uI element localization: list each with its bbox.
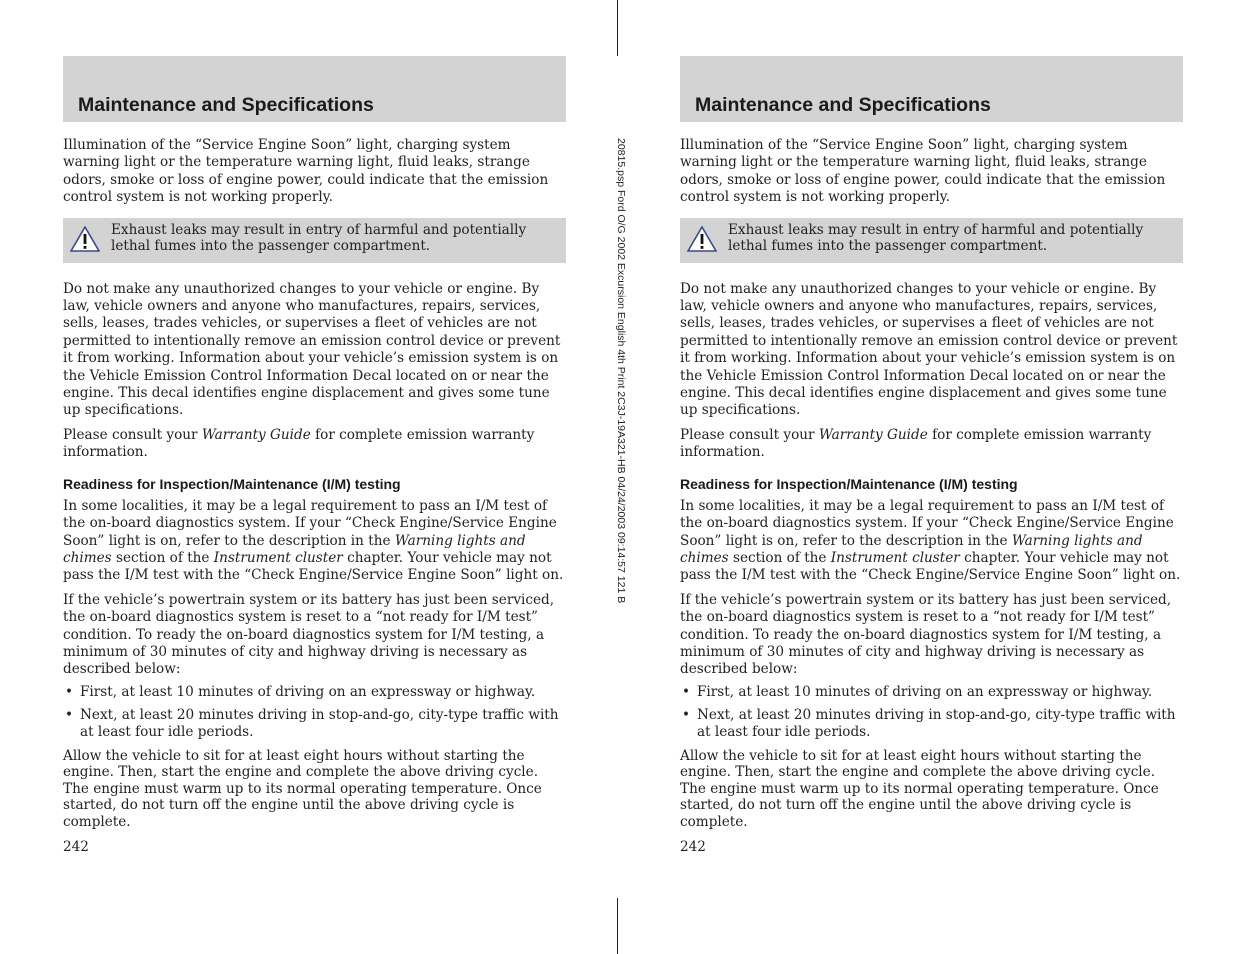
paragraph-warranty	[680, 427, 1183, 462]
text: for complete emission warranty information.	[63, 426, 535, 461]
warning-triangle-icon	[70, 226, 100, 252]
paragraph-im-test	[63, 498, 566, 585]
paragraph-sit-engine: Allow the vehicle to sit for at least eight hours without starting the engine. Then, start the engine and complete the above driving cycle. The engine must warm up to its normal operating temperature. Once started, do not turn off the engine until the above driving cycle is complete.	[680, 747, 1159, 830]
bullet-icon: •	[65, 683, 74, 700]
section-title: Maintenance and Specifications	[78, 94, 374, 116]
center-divider-bottom	[617, 898, 618, 954]
text: for complete emission warranty information.	[680, 426, 1152, 461]
list-item-text: First, at least 10 minutes of driving on an expressway or highway.	[697, 683, 1153, 700]
text: chapter. Your vehicle may not pass the I/M test with the “Check Engine/Service Engine Soon” light on.	[63, 549, 564, 584]
paragraph-unauthorized-changes: Do not make any unauthorized changes to your vehicle or engine. By law, vehicle owners and anyone who manufactures, repairs, services, sells, leases, trades vehicles, or supervises a fleet of vehicles are not permitted to intentionally remove an emission control device or prevent it from working. Information about your vehicle’s emission system is on the Vehicle Emission Control Information Decal located on or near the engine. This decal identifies engine displacement and gives some tune up specifications.	[680, 280, 1178, 419]
warning-box	[680, 218, 1183, 263]
warning-lights-ref: Warning lights and chimes	[680, 532, 1143, 566]
section-header	[63, 56, 566, 122]
warning-triangle-icon	[687, 226, 717, 252]
list-item	[63, 684, 566, 701]
subheading-readiness: Readiness for Inspection/Maintenance (I/M) testing	[680, 475, 1018, 492]
paragraph-powertrain-reset: If the vehicle’s powertrain system or its battery has just been serviced, the on-board diagnostics system is reset to a “not ready for I/M test” condition. To ready the on-board diagnostics system for I/M testing, a minimum of 30 minutes of city and highway driving is necessary as described below:	[63, 591, 555, 678]
list-item	[680, 684, 1183, 701]
text: In some localities, it may be a legal requirement to pass an I/M test of the on-board diagnostics system. If your “Check Engine/Service Engine Soon” light is on, refer to the description in the	[680, 497, 1174, 549]
page-left	[63, 56, 566, 855]
paragraph-unauthorized-changes: Do not make any unauthorized changes to your vehicle or engine. By law, vehicle owners and anyone who manufactures, repairs, services, sells, leases, trades vehicles, or supervises a fleet of vehicles are not permitted to intentionally remove an emission control device or prevent it from working. Information about your vehicle’s emission system is on the Vehicle Emission Control Information Decal located on or near the engine. This decal identifies engine displacement and gives some tune up specifications.	[63, 280, 561, 419]
paragraph-emission-warning-signs: Illumination of the “Service Engine Soon” light, charging system warning light or the temperature warning light, fluid leaks, strange odors, smoke or loss of engine power, could indicate that the emission control system is not working properly.	[680, 137, 1166, 206]
subheading-readiness: Readiness for Inspection/Maintenance (I/M) testing	[63, 475, 401, 492]
instrument-cluster-ref: Instrument cluster	[213, 549, 343, 566]
center-divider-top	[617, 0, 618, 56]
bullet-icon: •	[682, 683, 691, 700]
bullet-icon: •	[682, 707, 691, 724]
page-number: 242	[63, 838, 89, 855]
text: section of the	[111, 549, 214, 566]
text: chapter. Your vehicle may not pass the I/M test with the “Check Engine/Service Engine Soon” light on.	[680, 549, 1181, 584]
paragraph-emission-warning-signs: Illumination of the “Service Engine Soon” light, charging system warning light or the temperature warning light, fluid leaks, strange odors, smoke or loss of engine power, could indicate that the emission control system is not working properly.	[63, 137, 549, 206]
section-header	[680, 56, 1183, 122]
text: section of the	[728, 549, 831, 566]
list-item	[680, 707, 1183, 740]
paragraph-powertrain-reset: If the vehicle’s powertrain system or its battery has just been serviced, the on-board diagnostics system is reset to a “not ready for I/M test” condition. To ready the on-board diagnostics system for I/M testing, a minimum of 30 minutes of city and highway driving is necessary as described below:	[680, 591, 1172, 678]
driving-cycle-list	[680, 684, 1183, 741]
bullet-icon: •	[65, 707, 74, 724]
warranty-guide-ref: Warranty Guide	[201, 426, 311, 443]
paragraph-sit-engine: Allow the vehicle to sit for at least eight hours without starting the engine. Then, start the engine and complete the above driving cycle. The engine must warm up to its normal operating temperature. Once started, do not turn off the engine until the above driving cycle is complete.	[63, 747, 542, 830]
warranty-guide-ref: Warranty Guide	[818, 426, 928, 443]
paragraph-warranty	[63, 427, 566, 462]
section-title: Maintenance and Specifications	[695, 94, 991, 116]
driving-cycle-list	[63, 684, 566, 741]
list-item	[63, 707, 566, 740]
paragraph-im-test	[680, 498, 1183, 585]
warning-text: Exhaust leaks may result in entry of harmful and potentially lethal fumes into the passenger compartment.	[111, 221, 527, 255]
warning-box	[63, 218, 566, 263]
page-number: 242	[680, 838, 706, 855]
page-right	[680, 56, 1183, 855]
list-item-text: First, at least 10 minutes of driving on an expressway or highway.	[80, 683, 536, 700]
warning-lights-ref: Warning lights and chimes	[63, 532, 526, 566]
text: In some localities, it may be a legal requirement to pass an I/M test of the on-board diagnostics system. If your “Check Engine/Service Engine Soon” light is on, refer to the description in the	[63, 497, 557, 549]
text: Please consult your	[680, 426, 819, 443]
instrument-cluster-ref: Instrument cluster	[830, 549, 960, 566]
print-slug: 20815.psp Ford O/G 2002 Excursion English 4th Print 2C3J-19A321-HB 04/24/2003 09:14:57 121 B	[615, 138, 627, 604]
text: Please consult your	[63, 426, 202, 443]
warning-text: Exhaust leaks may result in entry of harmful and potentially lethal fumes into the passenger compartment.	[728, 221, 1144, 255]
list-item-text: Next, at least 20 minutes driving in stop-and-go, city-type traffic with at least four idle periods.	[80, 707, 559, 740]
list-item-text: Next, at least 20 minutes driving in stop-and-go, city-type traffic with at least four idle periods.	[697, 707, 1176, 740]
